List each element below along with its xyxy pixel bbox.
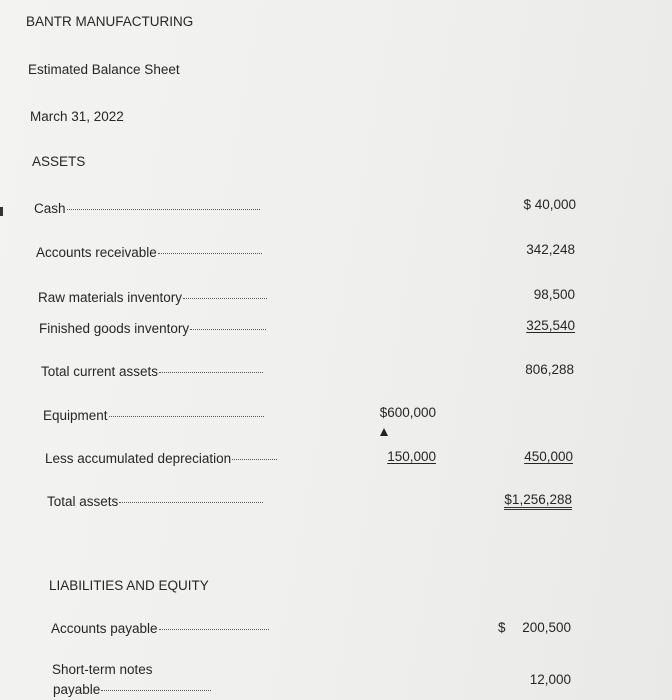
accounts-payable-label: Accounts payable: [51, 621, 158, 636]
raw-materials-label: Raw materials inventory: [38, 290, 183, 305]
statement-title: Estimated Balance Sheet: [28, 62, 180, 77]
short-term-notes-amount: 12,000: [529, 672, 571, 687]
leader-dots: [183, 298, 267, 299]
leader-dots: [159, 372, 263, 373]
short-term-notes-label-line2: payable: [53, 682, 101, 697]
raw-materials-row-label: [38, 290, 267, 306]
mouse-cursor-icon: [380, 428, 388, 436]
equipment-label: Equipment: [43, 408, 108, 423]
total-current-label: Total current assets: [41, 364, 159, 379]
total-current-row-label: [41, 364, 263, 380]
total-current-amount: 806,288: [525, 362, 574, 377]
accounts-payable-amount: 200,500: [522, 620, 571, 635]
company-name: BANTR MANUFACTURING: [26, 14, 194, 29]
depreciation-row-label: [45, 451, 277, 467]
finished-goods-amount: 325,540: [526, 318, 575, 333]
ar-label: Accounts receivable: [36, 245, 157, 260]
statement-date: March 31, 2022: [30, 109, 124, 124]
accounts-payable-row-label: [51, 621, 269, 637]
cash-label: Cash: [34, 201, 66, 216]
ar-row-label: [36, 245, 262, 261]
leader-dots: [119, 502, 263, 503]
assets-heading: ASSETS: [32, 154, 86, 169]
leader-dots: [158, 253, 262, 254]
equipment-row-label: [43, 408, 264, 424]
depreciation-amount: 150,000: [387, 449, 436, 464]
leader-dots: [190, 329, 266, 330]
cash-amount: $ 40,000: [523, 197, 576, 212]
leader-dots: [109, 416, 264, 417]
equipment-amount: $600,000: [379, 405, 436, 420]
liabilities-heading: LIABILITIES AND EQUITY: [49, 578, 209, 593]
total-assets-amount: $1,256,288: [504, 492, 572, 510]
edge-mark: [0, 207, 3, 216]
depreciation-label: Less accumulated depreciation: [45, 451, 232, 466]
total-assets-label: Total assets: [47, 494, 119, 509]
ar-amount: 342,248: [526, 242, 575, 257]
raw-materials-amount: 98,500: [533, 287, 575, 302]
accounts-payable-sign: $: [498, 620, 506, 635]
short-term-notes-row-label: [53, 682, 211, 698]
finished-goods-label: Finished goods inventory: [39, 321, 190, 336]
leader-dots: [232, 459, 277, 460]
leader-dots: [67, 209, 260, 210]
short-term-notes-label-line1: Short-term notes: [52, 662, 153, 677]
total-assets-row-label: [47, 494, 263, 510]
cash-row-label: [34, 201, 260, 217]
leader-dots: [159, 629, 269, 630]
leader-dots: [101, 690, 211, 691]
finished-goods-row-label: [39, 321, 266, 337]
net-equipment-amount: 450,000: [524, 449, 573, 464]
